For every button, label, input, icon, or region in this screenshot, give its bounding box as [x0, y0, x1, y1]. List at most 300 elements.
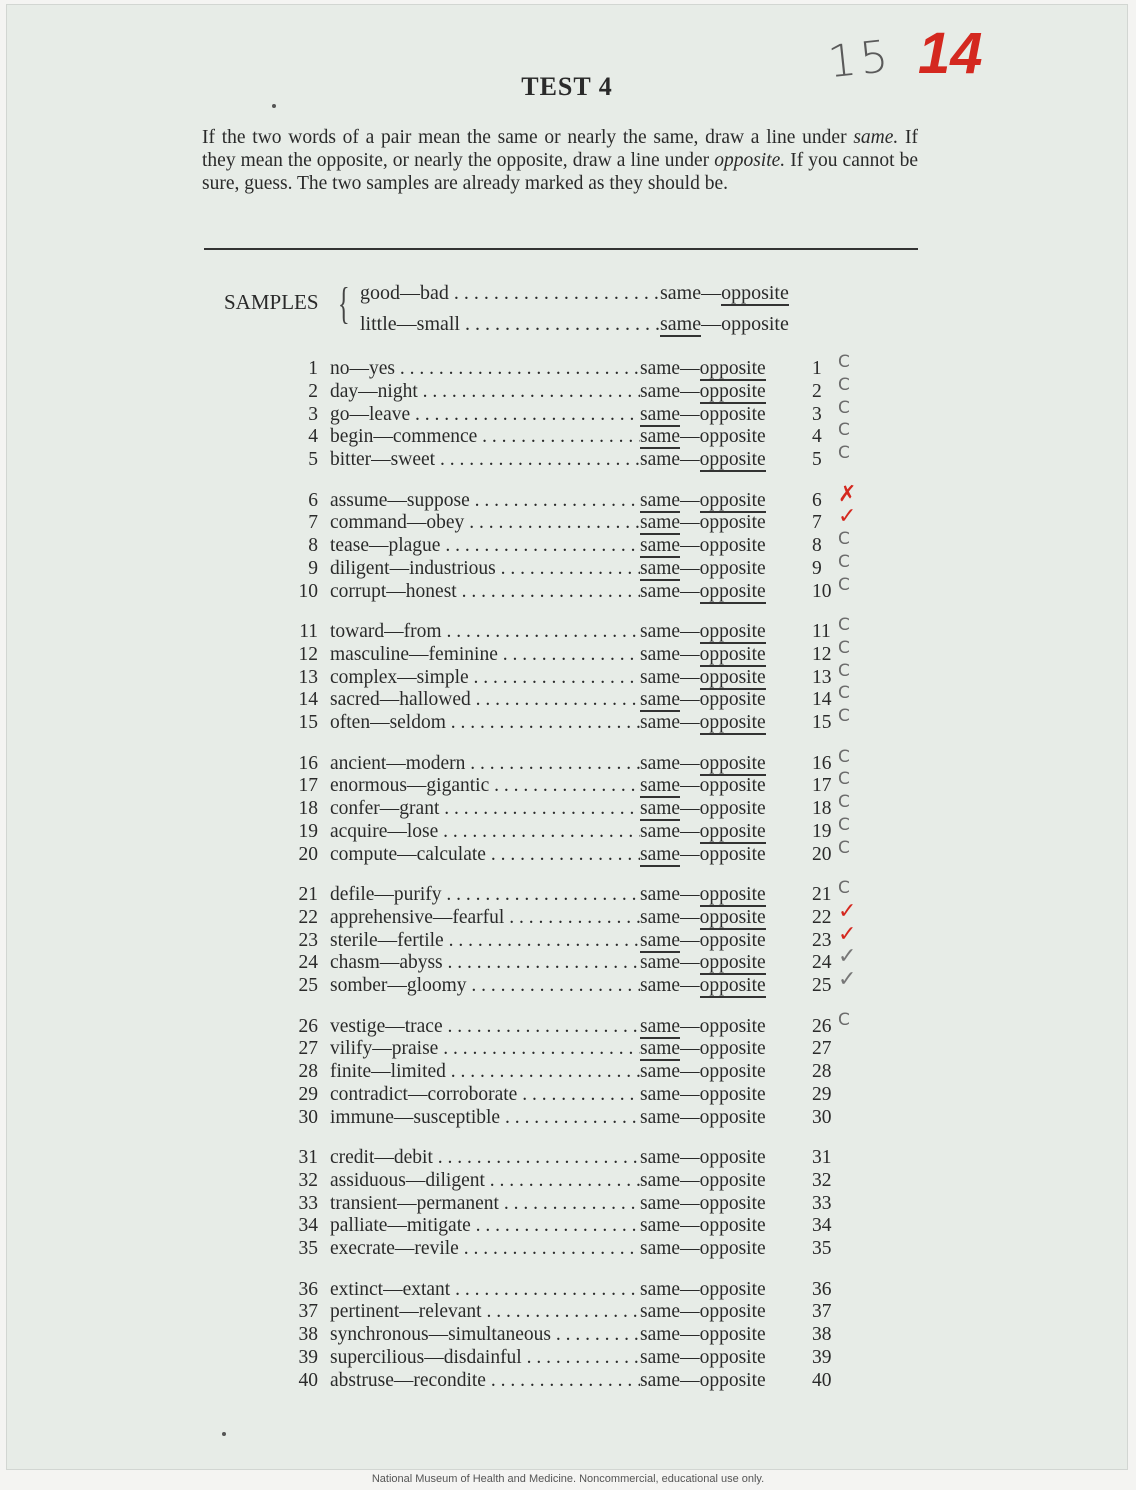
answer-choices: [640, 1038, 766, 1060]
answer-number: 6: [812, 489, 822, 511]
answer-choices: [640, 1238, 766, 1260]
choice-opposite[interactable]: opposite: [699, 906, 766, 928]
answer-number: 36: [812, 1278, 832, 1300]
question-number: 30: [298, 1106, 318, 1128]
answer-number: 3: [812, 403, 822, 425]
question-row: [286, 504, 906, 536]
answer-choices: [640, 1170, 766, 1192]
choice-dash: —: [680, 1147, 700, 1168]
question-number: 2: [308, 380, 318, 402]
choice-opposite[interactable]: opposite: [699, 426, 766, 448]
question-row: [286, 814, 906, 845]
choice-opposite[interactable]: opposite: [699, 1215, 766, 1237]
answer-choices: [640, 1016, 766, 1038]
question-number: 22: [298, 906, 318, 928]
word-pair: complex—simple . . .: [330, 667, 640, 689]
question-row: [286, 1370, 906, 1394]
choice-opposite[interactable]: opposite: [699, 1369, 766, 1391]
stray-dot: [272, 104, 276, 108]
choice-dash: —: [680, 843, 700, 865]
question-row: [286, 683, 906, 713]
choice-same[interactable]: same: [640, 1038, 681, 1060]
answer-number: 27: [812, 1038, 832, 1060]
instructions-part-1: If the two words of a pair mean the same or nearly the same, draw a line under: [202, 127, 854, 148]
choice-opposite[interactable]: opposite: [699, 666, 766, 688]
word-pair: sacred—hallowed . . .: [330, 689, 640, 711]
answer-number: 39: [812, 1346, 832, 1368]
choice-opposite[interactable]: opposite: [721, 313, 789, 335]
question-row: [286, 878, 906, 908]
answer-number: 9: [812, 557, 822, 579]
question-number: 17: [298, 775, 318, 797]
answer-choices: [640, 644, 766, 666]
choice-opposite[interactable]: opposite: [699, 712, 766, 734]
question-number: 25: [298, 975, 318, 997]
answer-choices: [640, 1147, 766, 1169]
choice-same[interactable]: same: [640, 512, 681, 534]
choice-same[interactable]: same: [640, 906, 681, 928]
question-number: 39: [298, 1346, 318, 1368]
choice-same[interactable]: same: [640, 535, 681, 557]
answer-choices: [640, 1301, 766, 1323]
question-row: [286, 1215, 906, 1239]
grader-c-mark: C: [838, 1009, 850, 1030]
word-pair: transient—permanent . . .: [330, 1193, 640, 1215]
word-pair: synchronous—simultaneous . . .: [330, 1324, 640, 1346]
answer-number: 34: [812, 1215, 832, 1237]
choice-same[interactable]: same: [640, 358, 681, 379]
answer-number: 10: [812, 580, 832, 602]
choice-dash: —: [680, 752, 700, 774]
choice-opposite[interactable]: opposite: [699, 884, 766, 905]
samples-label: SAMPLES: [224, 290, 319, 314]
question-number: 8: [308, 535, 318, 557]
choice-same[interactable]: same: [640, 403, 681, 425]
choice-same[interactable]: same: [640, 1147, 681, 1168]
question-row: [286, 352, 906, 382]
choice-same[interactable]: same: [640, 666, 681, 688]
choice-same[interactable]: same: [640, 1301, 681, 1323]
choice-opposite[interactable]: opposite: [699, 798, 766, 820]
choice-opposite[interactable]: opposite: [699, 1147, 766, 1168]
grader-c-mark: C: [838, 397, 850, 418]
question-number: 3: [308, 403, 318, 425]
answer-number: 4: [812, 426, 822, 448]
question-row: [286, 1107, 906, 1131]
answer-number: 32: [812, 1169, 832, 1191]
answer-choices: [640, 404, 766, 426]
choice-same[interactable]: same: [640, 884, 681, 905]
answer-choices: [640, 358, 766, 380]
answer-number: 23: [812, 929, 832, 951]
test-page: [6, 4, 1128, 1470]
choice-dash: —: [680, 798, 700, 820]
question-number: 35: [298, 1238, 318, 1260]
answer-choices: [640, 775, 766, 797]
choice-opposite[interactable]: opposite: [699, 1015, 766, 1037]
question-row: [286, 898, 906, 931]
question-row: [286, 746, 906, 777]
word-pair: enormous—gigantic . . .: [330, 775, 640, 797]
answer-choices: [640, 798, 766, 820]
choice-opposite[interactable]: opposite: [699, 1192, 766, 1214]
choice-same[interactable]: same: [640, 643, 681, 665]
answer-number: 7: [812, 512, 822, 534]
choice-dash: —: [680, 1215, 700, 1237]
question-row: [286, 1038, 906, 1062]
choice-same[interactable]: same: [640, 489, 681, 511]
answer-number: 15: [812, 712, 832, 734]
answer-choices: [640, 884, 766, 906]
choice-opposite[interactable]: opposite: [699, 843, 766, 865]
question-row: [286, 706, 906, 736]
red-score: 14: [918, 21, 983, 86]
choice-opposite[interactable]: opposite: [699, 1061, 766, 1083]
word-pair: command—obey . . .: [330, 512, 640, 534]
answer-number: 21: [812, 884, 832, 905]
choice-dash: —: [680, 380, 700, 402]
choice-same[interactable]: same: [640, 1215, 681, 1237]
word-pair: apprehensive—fearful . . .: [330, 907, 640, 929]
question-number: 24: [298, 952, 318, 974]
question-row: [286, 921, 906, 954]
choice-same[interactable]: same: [640, 1238, 681, 1260]
choice-dash: —: [680, 1083, 700, 1105]
question-row: [286, 967, 906, 999]
word-pair: extinct—extant . . .: [330, 1279, 640, 1301]
choice-dash: —: [680, 1192, 700, 1214]
word-pair: go—leave . . .: [330, 404, 640, 426]
answer-choices: [640, 381, 766, 403]
question-number: 40: [298, 1369, 318, 1391]
question-row: [286, 1084, 906, 1108]
grader-c-mark: C: [838, 837, 850, 858]
question-number: 37: [298, 1301, 318, 1323]
grader-c-mark: C: [838, 683, 850, 704]
choice-opposite[interactable]: opposite: [699, 975, 766, 997]
choice-same[interactable]: same: [660, 313, 702, 335]
choice-same[interactable]: same: [640, 380, 681, 402]
word-pair: finite—limited . . .: [330, 1061, 640, 1083]
answer-number: 1: [812, 358, 822, 379]
word-pair: defile—purify . . .: [330, 884, 640, 906]
answer-number: 37: [812, 1301, 832, 1323]
question-row: [286, 1347, 906, 1371]
choice-dash: —: [680, 1346, 700, 1368]
choice-dash: —: [680, 580, 700, 602]
word-pair: supercilious—disdainful . . .: [330, 1347, 640, 1369]
question-row: [286, 837, 906, 868]
choice-opposite[interactable]: opposite: [699, 580, 766, 602]
instructions-em-same: same.: [853, 127, 899, 148]
word-pair: vilify—praise . . .: [330, 1038, 640, 1060]
question-row: [286, 551, 906, 582]
question-row: [286, 481, 906, 514]
answer-choices: [640, 1324, 766, 1346]
question-row: [286, 574, 906, 605]
choice-opposite[interactable]: opposite: [721, 282, 789, 304]
question-number: 21: [298, 884, 318, 905]
choice-dash: —: [680, 1061, 700, 1083]
answer-choices: [640, 558, 766, 580]
footer-credit: National Museum of Health and Medicine. Noncommercial, educational use only.: [371, 1473, 765, 1485]
question-number: 5: [308, 449, 318, 471]
choice-dash: —: [680, 1015, 700, 1037]
choice-opposite[interactable]: opposite: [699, 775, 766, 797]
grader-c-mark: C: [838, 792, 850, 813]
word-pair: diligent—industrious . . .: [330, 558, 640, 580]
instructions-part-3: If you cannot be sure, guess. The two samples are already marked as they should be.: [202, 150, 918, 194]
answer-number: 16: [812, 752, 832, 774]
grader-c-mark: C: [838, 706, 850, 727]
grader-c-mark: C: [838, 529, 850, 550]
choice-same[interactable]: same: [640, 1346, 681, 1368]
answer-number: 25: [812, 975, 832, 997]
choice-dash: —: [701, 313, 722, 335]
answer-number: 18: [812, 798, 832, 820]
page-title: TEST 4: [521, 72, 613, 101]
question-number: 31: [298, 1147, 318, 1168]
choice-dash: —: [680, 426, 700, 448]
choice-same[interactable]: same: [640, 580, 681, 602]
choice-opposite[interactable]: opposite: [699, 929, 766, 951]
choice-dash: —: [680, 906, 700, 928]
choice-opposite[interactable]: opposite: [699, 952, 766, 974]
grader-c-mark: C: [838, 352, 850, 372]
question-row: [286, 1238, 906, 1262]
choice-opposite[interactable]: opposite: [699, 643, 766, 665]
samples-brace: {: [338, 279, 350, 328]
choice-dash: —: [680, 557, 700, 579]
choice-same[interactable]: same: [640, 1169, 681, 1191]
answer-choices: [640, 907, 766, 929]
sample-pair: little—small . . .: [360, 313, 660, 336]
answer-number: 40: [812, 1369, 832, 1391]
grader-c-mark: C: [838, 769, 850, 790]
choice-dash: —: [680, 689, 700, 711]
question-row: [286, 1061, 906, 1085]
choice-dash: —: [680, 512, 700, 534]
choice-same[interactable]: same: [640, 1083, 681, 1105]
choice-opposite[interactable]: opposite: [699, 689, 766, 711]
choice-same[interactable]: same: [640, 1015, 681, 1037]
question-number: 18: [298, 798, 318, 820]
answer-choices: [640, 689, 766, 711]
red-check-mark-icon: ✓: [838, 504, 857, 530]
grader-c-mark: C: [838, 878, 850, 898]
word-pair: acquire—lose . . .: [330, 821, 640, 843]
choice-dash: —: [680, 403, 700, 425]
word-pair: toward—from . . .: [330, 621, 640, 643]
question-number: 29: [298, 1083, 318, 1105]
question-number: 13: [298, 666, 318, 688]
choice-dash: —: [680, 820, 700, 842]
question-row: [286, 660, 906, 691]
choice-dash: —: [680, 1324, 700, 1346]
choice-same[interactable]: same: [640, 1278, 681, 1300]
choice-opposite[interactable]: opposite: [699, 1301, 766, 1323]
answer-number: 13: [812, 666, 832, 688]
answer-number: 35: [812, 1238, 832, 1260]
choice-same[interactable]: same: [640, 426, 681, 448]
choice-opposite[interactable]: opposite: [699, 1106, 766, 1128]
choice-dash: —: [680, 1238, 700, 1260]
question-row: [286, 769, 906, 799]
choice-dash: —: [680, 975, 700, 997]
choice-opposite[interactable]: opposite: [699, 449, 766, 471]
question-number: 23: [298, 929, 318, 951]
answer-choices: [640, 621, 766, 643]
question-number: 6: [308, 489, 318, 511]
question-number: 33: [298, 1192, 318, 1214]
question-row: [286, 792, 906, 822]
word-pair: day—night . . .: [330, 381, 640, 403]
question-number: 32: [298, 1169, 318, 1191]
choice-opposite[interactable]: opposite: [699, 512, 766, 534]
word-pair: begin—commence . . .: [330, 426, 640, 448]
red-check-mark-icon: ✓: [838, 967, 857, 993]
choice-same[interactable]: same: [640, 929, 681, 951]
choice-same[interactable]: same: [640, 1106, 681, 1128]
answer-choices: [640, 449, 766, 471]
answer-number: 31: [812, 1147, 832, 1168]
word-pair: chasm—abyss . . .: [330, 952, 640, 974]
choice-same[interactable]: same: [640, 775, 681, 797]
word-pair: corrupt—honest . . .: [330, 581, 640, 603]
choice-dash: —: [680, 1106, 700, 1128]
choice-dash: —: [680, 489, 700, 511]
sample-pair: good—bad . . .: [360, 282, 660, 305]
answer-choices: [640, 426, 766, 448]
answer-choices: [640, 1215, 766, 1237]
choice-same[interactable]: same: [640, 1324, 681, 1346]
choice-same[interactable]: same: [640, 449, 681, 471]
choice-opposite[interactable]: opposite: [699, 403, 766, 425]
choice-same[interactable]: same: [640, 975, 681, 997]
question-row: [286, 1009, 906, 1040]
answer-choices: [640, 952, 766, 974]
choice-opposite[interactable]: opposite: [699, 1238, 766, 1260]
choice-opposite[interactable]: opposite: [699, 358, 766, 379]
word-pair: compute—calculate . . .: [330, 844, 640, 866]
answer-choices: [640, 535, 766, 557]
choice-dash: —: [680, 1038, 700, 1060]
choice-same[interactable]: same: [640, 952, 681, 974]
question-row: [286, 1147, 906, 1171]
instructions-em-opposite: opposite.: [714, 150, 786, 171]
word-pair: pertinent—relevant . . .: [330, 1301, 640, 1323]
question-row: [286, 1301, 906, 1325]
question-row: [286, 397, 906, 428]
choice-opposite[interactable]: opposite: [699, 820, 766, 842]
word-pair: bitter—sweet . . .: [330, 449, 640, 471]
choice-dash: —: [680, 712, 700, 734]
choice-dash: —: [680, 1169, 700, 1191]
choice-dash: —: [680, 775, 700, 797]
question-number: 15: [298, 712, 318, 734]
choice-same[interactable]: same: [640, 843, 681, 865]
grader-c-mark: C: [838, 420, 850, 441]
word-pair: execrate—revile . . .: [330, 1238, 640, 1260]
word-pair: tease—plague . . .: [330, 535, 640, 557]
red-check-mark-icon: ✓: [838, 944, 857, 970]
answer-choices: [640, 821, 766, 843]
choice-opposite[interactable]: opposite: [699, 1278, 766, 1300]
question-row: [286, 944, 906, 976]
choice-opposite[interactable]: opposite: [699, 1346, 766, 1368]
word-pair: somber—gloomy . . .: [330, 975, 640, 997]
choice-opposite[interactable]: opposite: [699, 1083, 766, 1105]
question-number: 28: [298, 1061, 318, 1083]
answer-number: 28: [812, 1061, 832, 1083]
answer-number: 5: [812, 449, 822, 471]
red-check-mark-icon: ✗: [838, 481, 857, 507]
question-row: [286, 615, 906, 645]
question-row: [286, 1324, 906, 1348]
word-pair: abstruse—recondite . . .: [330, 1370, 640, 1392]
answer-choices: [640, 1370, 766, 1392]
choice-opposite[interactable]: opposite: [699, 557, 766, 579]
grader-c-mark: C: [838, 746, 850, 767]
choice-same[interactable]: same: [640, 689, 681, 711]
choice-same[interactable]: same: [640, 621, 681, 642]
answer-number: 26: [812, 1015, 832, 1037]
question-number: 7: [308, 512, 318, 534]
choice-dash: —: [680, 929, 700, 951]
choice-same[interactable]: same: [640, 752, 681, 774]
choice-dash: —: [680, 1278, 700, 1300]
choice-same[interactable]: same: [640, 712, 681, 734]
choice-same[interactable]: same: [640, 820, 681, 842]
choice-same[interactable]: same: [640, 1061, 681, 1083]
choice-opposite[interactable]: opposite: [699, 380, 766, 402]
word-pair: contradict—corroborate . . .: [330, 1084, 640, 1106]
instructions-part-2: If they mean the opposite, or nearly the opposite, draw a line under: [202, 127, 918, 171]
question-row: [286, 443, 906, 473]
answer-number: 24: [812, 952, 832, 974]
question-number: 9: [308, 557, 318, 579]
choice-opposite[interactable]: opposite: [699, 621, 766, 642]
answer-number: 33: [812, 1192, 832, 1214]
grader-c-mark: C: [838, 374, 850, 395]
answer-choices: [660, 282, 789, 305]
choice-same[interactable]: same: [640, 1369, 681, 1391]
word-pair: credit—debit . . .: [330, 1147, 640, 1169]
choice-opposite[interactable]: opposite: [699, 535, 766, 557]
choice-same[interactable]: same: [660, 282, 702, 304]
choice-dash: —: [701, 282, 722, 304]
choice-same[interactable]: same: [640, 1192, 681, 1214]
choice-dash: —: [680, 1369, 700, 1391]
choice-opposite[interactable]: opposite: [699, 1324, 766, 1346]
choice-opposite[interactable]: opposite: [699, 489, 766, 511]
choice-dash: —: [680, 952, 700, 974]
word-pair: assume—suppose . . .: [330, 490, 640, 512]
answer-number: 14: [812, 689, 832, 711]
answer-number: 22: [812, 906, 832, 928]
answer-choices: [640, 1107, 766, 1129]
choice-same[interactable]: same: [640, 557, 681, 579]
choice-opposite[interactable]: opposite: [699, 1038, 766, 1060]
choice-dash: —: [680, 643, 700, 665]
choice-dash: —: [680, 666, 700, 688]
word-pair: no—yes . . .: [330, 358, 640, 380]
question-row: [286, 374, 906, 405]
answer-choices: [640, 1084, 766, 1106]
choice-opposite[interactable]: opposite: [699, 752, 766, 774]
choice-opposite[interactable]: opposite: [699, 1169, 766, 1191]
choice-same[interactable]: same: [640, 798, 681, 820]
